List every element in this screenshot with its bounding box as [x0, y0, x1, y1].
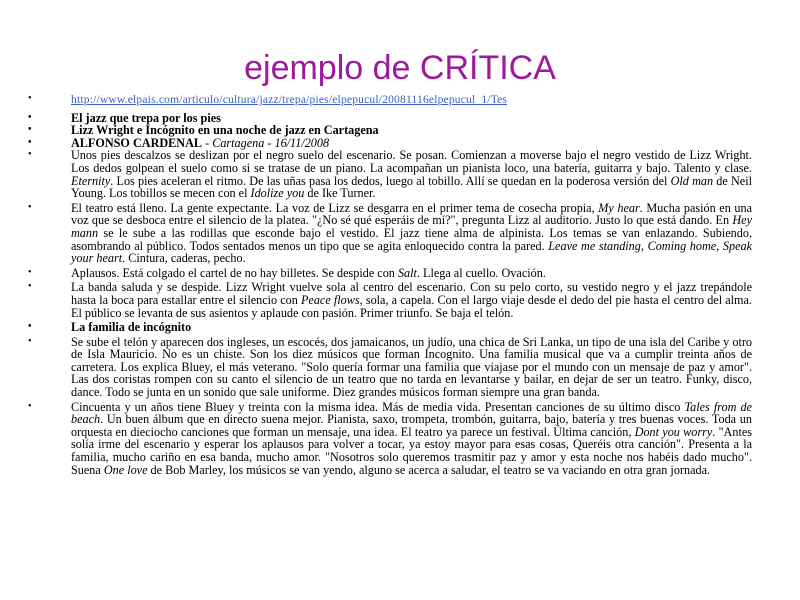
p2-text-c: se le sube a las rodillas que esconde bajo el vestido. El jazz tiene alma de alpinista. Los temas se van enlazando. Subiendo, asombrando al público. Todos sentados menos un tipo que se agita enloquecido contra la pared.	[71, 225, 752, 253]
p2-text-d: ,	[640, 238, 648, 253]
headline: El jazz que trepa por los pies	[71, 110, 221, 125]
p6-text-b: . Un buen álbum que en directo suena mejor. Pianista, saxo, trompeta, trombón, guitarra, bajo, batería y tres buenas voces. Toda un orquesta en dieciocho canciones que forman un mensaje, una idea. El teatro ya parece un festival. Última canción,	[71, 412, 752, 439]
p2-text-b: . Mucha pasión en una voz que se desboca entre el silencio de la platea. "¿No sé qué esperáis de mí?", pregunta Lizz al auditorio. Justo lo que está dando. En	[71, 200, 753, 228]
section-title: La familia de incógnito	[71, 320, 192, 335]
byline-author: ALFONSO CARDENAL	[71, 135, 203, 150]
list-item-link	[28, 93, 752, 107]
bullet-icon: •	[28, 400, 32, 412]
p6-text-a: Cincuenta y un años tiene Bluey y treinta con la misma idea. Más de media vida. Presentan canciones de su último disco	[71, 399, 685, 414]
bullet-icon: •	[28, 321, 32, 333]
byline-place-date: Cartagena - 16/11/2008	[212, 135, 330, 150]
p2-em-5: Speak your heart	[71, 238, 753, 266]
p2-em-2: Hey mann	[71, 213, 752, 240]
p4-text-b: , sola, a capela. Con el largo viaje desde el dedo del pie hasta el centro del alma. El público se levanta de sus asientos y aplaude con pasión. Primer triunfo. Se baja el telón.	[71, 292, 752, 320]
p4-em-1: Peace flows	[300, 292, 360, 307]
bullet-icon: •	[28, 201, 32, 213]
p1-em-1: Eternity	[71, 173, 111, 188]
bullet-icon: •	[28, 281, 32, 293]
p6-text-c: . "Antes solía irme del escenario y esperar los aplausos para volver a tocar, ya estoy mayor para esas cosas, Queréis otra canción". Presenta a la familia, mucho cariño en esa banda, mucho amor. "Nosotros solo queremos trasmitir paz y amor y esta noche nos habéis dado mucho". Suena	[71, 424, 752, 477]
p1-text-c: de Neil Young. Los tobillos se mecen con el	[71, 173, 752, 201]
p3-text-a: Aplausos. Está colgado el cartel de no hay billetes. Se despide con	[71, 265, 398, 280]
bullet-icon: •	[28, 93, 32, 104]
bullet-icon: •	[28, 335, 32, 347]
list-item-paragraph-3	[28, 267, 752, 280]
p4-text-a: La banda saluda y se despide. Lizz Wright vuelve sola al centro del escenario. Con su pelo corto, su vestido negro y el jazz trepándole hasta la boca para estallar entre el silencio con	[71, 280, 752, 307]
p1-em-2: Old man	[670, 173, 714, 188]
list-item-paragraph-5	[28, 336, 752, 399]
p5-text-a: Se sube el telón y aparecen dos ingleses, un escocés, dos jamaicanos, un judío, una chica de Sri Lanka, un tipo de una isla del Caribe y otro de Isla Mauricio. No es un chiste. Son los diez músicos que forman Incognito. Una familia musical que va a cumplir treinta años de carretera. Los explica Bluey, el más veterano. "Solo quería formar una familia que viajase por el mundo con un mensaje de paz y amor". Las dos coristas rompen con su canto el silencio de un teatro que no tarda en levantarse y bailar, en dejar de ser un teatro. Funky, disco, dance. Todo se junta en un sonido que sale uniforme. Diez grandes músicos forman siempre una gran banda.	[71, 334, 752, 400]
p2-em-4: Coming home	[647, 238, 717, 253]
p1-em-3: Idolize you	[250, 186, 305, 201]
p6-em-3: One love	[103, 462, 148, 477]
p6-em-1: Tales from de beach	[71, 399, 752, 427]
p2-em-1: My hear	[598, 200, 640, 215]
p1-text-b: . Los pies aceleran el ritmo. De las uñas pasa los dedos, luego al tobillo. Allí se quedan en la poderosa versión del	[110, 173, 671, 188]
list-item-paragraph-1	[28, 149, 752, 199]
bullet-icon: •	[28, 124, 32, 136]
bullet-list	[28, 93, 752, 476]
page-title: ejemplo de CRÍTICA	[244, 49, 556, 87]
list-item-paragraph-4	[28, 281, 752, 319]
p3-text-b: . Llega al cuello. Ovación.	[416, 265, 546, 280]
p1-text-d: de Ike Turner.	[304, 186, 376, 201]
bullet-icon: •	[28, 149, 32, 161]
p6-text-d: de Bob Marley, los músicos se van yendo, alguno se acerca a saludar, el teatro se va vaciando en otra gran jornada.	[147, 462, 711, 477]
p2-text-f: . Cintura, caderas, pecho.	[122, 251, 246, 266]
list-item-paragraph-6	[28, 401, 752, 477]
p2-em-3: Leave me standing	[548, 238, 641, 253]
p2-text-a: El teatro está lleno. La gente expectante. La voz de Lizz se desgarra en el primer tema de cosecha propia,	[71, 200, 599, 215]
bullet-icon: •	[28, 111, 32, 123]
p2-text-e: ,	[716, 238, 723, 253]
p6-em-2: Dont you worry	[634, 424, 713, 439]
list-item-paragraph-2	[28, 202, 752, 265]
bullet-icon: •	[28, 136, 32, 148]
list-item-section-title	[28, 321, 752, 334]
byline-separator: -	[202, 135, 213, 150]
subheadline: Lizz Wright e Incógnito en una noche de jazz en Cartagena	[71, 123, 379, 138]
p3-em-1: Salt	[397, 265, 417, 280]
bullet-icon: •	[28, 266, 32, 278]
p1-text-a: Unos pies descalzos se deslizan por el negro suelo del escenario. Se posan. Comienzan a moverse bajo el negro vestido de Lizz Wright. Los dedos golpean el suelo como si se tratase de un piano. La acompañan un pianista loco, una batería, guitarra y bajo. Talento y clase.	[71, 148, 752, 175]
article-link[interactable]: http://www.elpais.com/articulo/cultura/jazz/trepa/pies/elpepucul/20081116elpepucul_1/Tes	[71, 94, 508, 106]
